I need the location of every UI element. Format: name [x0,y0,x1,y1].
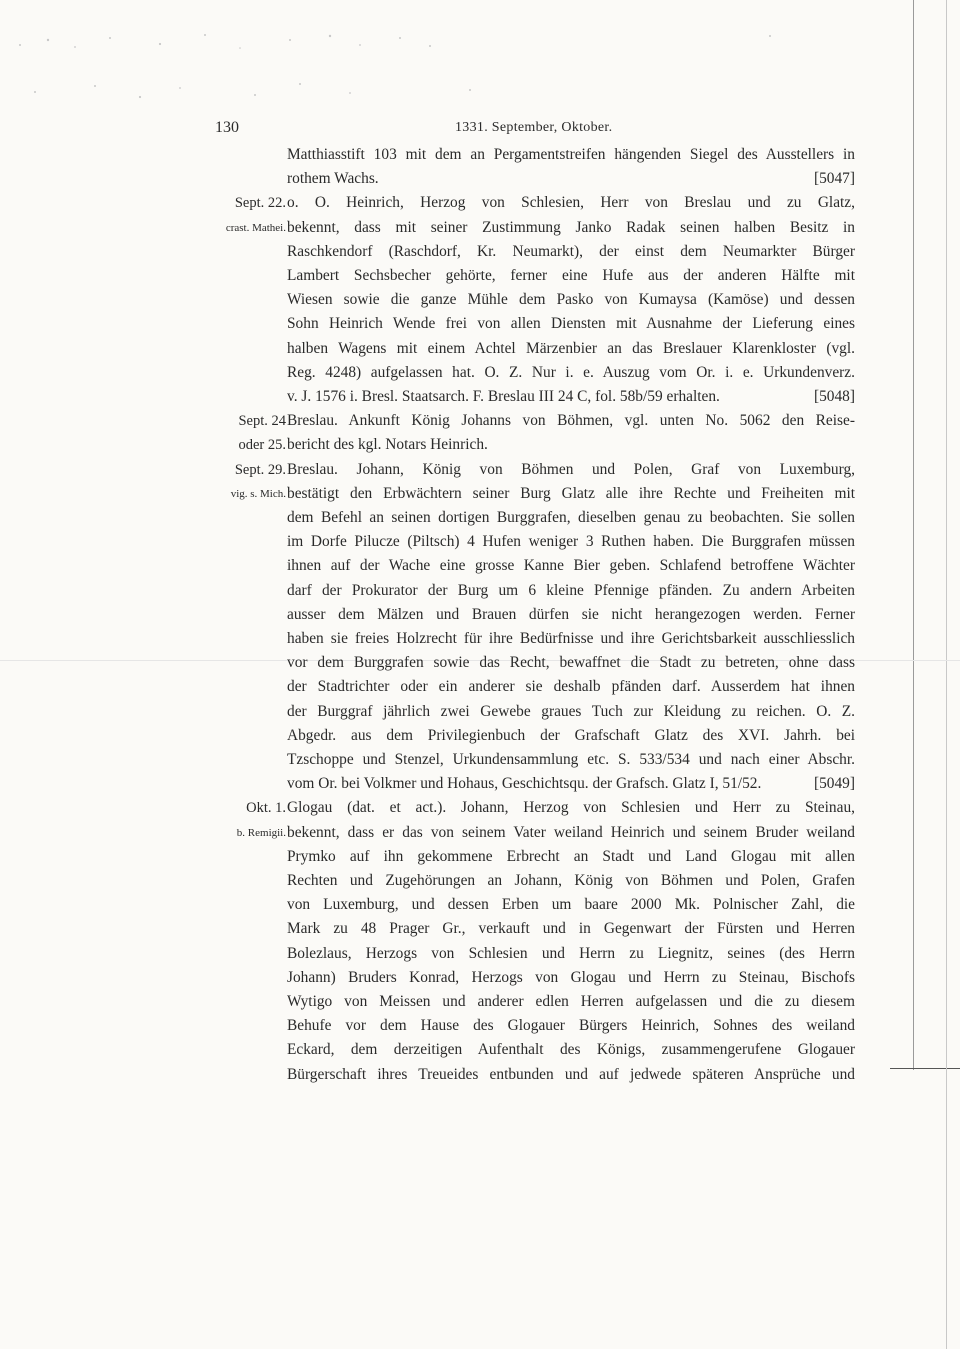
text-row [0,338,960,360]
page-number: 130 [215,119,239,136]
text-line: Bürgerschaft ihres Treueides entbunden und auf jedwede späteren Ansprüche und [287,1065,855,1083]
text-row [0,676,960,698]
text-line: bericht des kgl. Notars Heinrich. [287,436,488,454]
text-line: bekennt, dass mit seiner Zustimmung Janko Radak seinen halben Besitz in [287,218,855,236]
text-row [0,555,960,577]
margin-date: vig. s. Mich. [230,487,286,500]
text-line: Abgedr. aus dem Privilegienbuch der Grafschaft Glatz des XVI. Jahrh. bei [287,726,855,744]
text-line: halben Wagens mit einem Achtel Märzenbier an das Breslauer Klarenkloster (vgl. [287,339,855,357]
text-row [0,701,960,723]
text-row [0,652,960,674]
text-line: v. J. 1576 i. Bresl. Staatsarch. F. Breslau III 24 C, fol. 58b/59 erhalten. [287,388,720,405]
text-line: Breslau. Ankunft König Johanns von Böhmen, vgl. unten No. 5062 den Reise- [287,412,855,430]
text-row [0,1039,960,1061]
text-row [0,265,960,287]
text-row [0,483,960,505]
text-line: im Dorfe Pilucze (Piltsch) 4 Hufen weniger 3 Ruthen haben. Die Burggrafen müssen [287,533,855,551]
text-line: Wytigo von Meissen und anderer edlen Herren aufgelassen und die zu diesem [287,993,855,1010]
text-line: dem Befehl an seinen dortigen Burggrafen, dieselben genau zu beobachten. Sie sollen [287,509,855,526]
margin-date: Sept. 24 [238,413,286,430]
text-line: Wiesen sowie die ganze Mühle dem Pasko von Kumaysa (Kamöse) und dessen [287,291,855,309]
text-line: haben sie freies Holzrecht für ihre Bedürfnisse und ihre Gerichtsbarkeit ausschliesslich [287,630,855,647]
text-row [0,1015,960,1037]
text-row [0,289,960,311]
text-line: Bolezlaus, Herzogs von Schlesien und Herrn zu Liegnitz, seines (des Herrn [287,944,855,962]
text-line: vor dem Burggrafen sowie das Recht, bewaffnet die Stadt zu betreten, ohne dass [287,654,855,672]
text-line: darf der Prokurator der Burg um 6 kleine Pfennige pfänden. Zu andern Arbeiten [287,581,855,599]
margin-date: Okt. 1. [246,800,286,817]
text-line: Glogau (dat. et act.). Johann, Herzog von Schlesien und Herr zu Steinau, [287,799,855,817]
text-row [0,846,960,868]
text-row [0,1064,960,1086]
text-line: Sohn Heinrich Wende frei von allen Diensten mit Ausnahme der Lieferung eines [287,315,855,333]
text-row [0,241,960,263]
text-row [0,991,960,1013]
text-line: Johann) Bruders Konrad, Herzogs von Glogau und Herrn zu Steinau, Bischofs [287,968,855,986]
text-row [0,313,960,335]
text-line: ausser dem Mälzen und Brauen dürfen sie nicht herangezogen werden. Ferner [287,605,855,623]
text-line: Tzschoppe und Stenzel, Urkundensammlung etc. S. 533/534 und nach einer Abschr. [287,751,855,768]
text-row [0,168,960,190]
text-line: o. O. Heinrich, Herzog von Schlesien, Herr von Breslau und zu Glatz, [287,194,855,212]
text-line: Raschkendorf (Raschdorf, Kr. Neumarkt), der einst dem Neumarkter Bürger [287,242,855,260]
text-row [0,773,960,795]
text-row [0,894,960,916]
text-line: bekennt, dass er das von seinem Vater weiland Heinrich und seinem Bruder weiland [287,823,855,841]
text-row [0,749,960,771]
text-row [0,507,960,529]
text-line: rothem Wachs. [287,170,379,188]
text-row [0,386,960,408]
text-row [0,580,960,602]
margin-date: b. Remigii. [236,826,286,839]
text-line: der Stadtrichter oder ein anderer sie deshalb pfänden darf. Ausserdem hat ihnen [287,678,855,696]
text-line: von Luxemburg, und dessen Erben um baare 2000 Mk. Polnischer Zahl, die [287,896,855,914]
text-line: Rechten und Zugehörungen an Johann, König von Böhmen und Polen, Grafen [287,872,855,889]
text-row [0,459,960,481]
text-row [0,144,960,166]
text-row [0,410,960,432]
margin-date: oder 25. [238,437,286,454]
text-line: ihnen auf der Wache eine grosse Kanne Bier geben. Schlafend betroffene Wächter [287,557,855,575]
text-row [0,918,960,940]
text-row [0,531,960,553]
text-row [0,943,960,965]
text-line: Lambert Sechsbecher gehörte, ferner eine Hufe aus der anderen Hälfte mit [287,267,855,284]
text-line: bestätigt den Erbwächtern seiner Burg Glatz alle ihre Rechte und Freiheiten mit [287,484,855,502]
text-row [0,967,960,989]
text-row [0,797,960,819]
text-row [0,192,960,214]
scan-speckle [0,0,960,120]
text-line: Eckard, dem derzeitigen Aufenthalt des Königs, zusammengerufene Glogauer [287,1041,855,1059]
text-row [0,822,960,844]
text-line: Breslau. Johann, König von Böhmen und Polen, Graf von Luxemburg, [287,460,855,478]
text-line: Reg. 4248) aufgelassen hat. O. Z. Nur i. e. Auszug vom Or. i. e. Urkundenverz. [287,363,855,381]
text-row [0,870,960,892]
text-row [0,725,960,747]
margin-date: Sept. 29. [234,461,286,478]
text-line: der Burggraf jährlich zwei Gewebe graues Tuch zur Kleidung zu reichen. O. Z. [287,702,855,720]
margin-date: Sept. 22. [234,195,286,212]
text-row [0,604,960,626]
entry-number: [5048] [813,388,855,405]
text-row [0,217,960,239]
text-line: vom Or. bei Volkmer und Hohaus, Geschichtsqu. der Grafsch. Glatz I, 51/52. [287,775,762,793]
text-row [0,628,960,650]
text-line: Prymko auf ihn gekommene Erbrecht an Stadt und Land Glogau mit allen [287,847,855,865]
text-line: Mark zu 48 Prager Gr., verkauft und in Gegenwart der Fürsten und Herren [287,920,855,938]
text-row [0,362,960,384]
entry-number: [5047] [813,170,855,188]
text-row [0,434,960,456]
entry-number: [5049] [813,775,855,793]
margin-date: crast. Mathei. [225,221,286,234]
text-line: Behufe vor dem Hause des Glogauer Bürgers Heinrich, Sohnes des weiland [287,1017,855,1035]
text-line: Matthiasstift 103 mit dem an Pergamentstreifen hängenden Siegel des Ausstellers in [287,146,855,163]
running-head: 1331. September, Oktober. [455,120,613,135]
